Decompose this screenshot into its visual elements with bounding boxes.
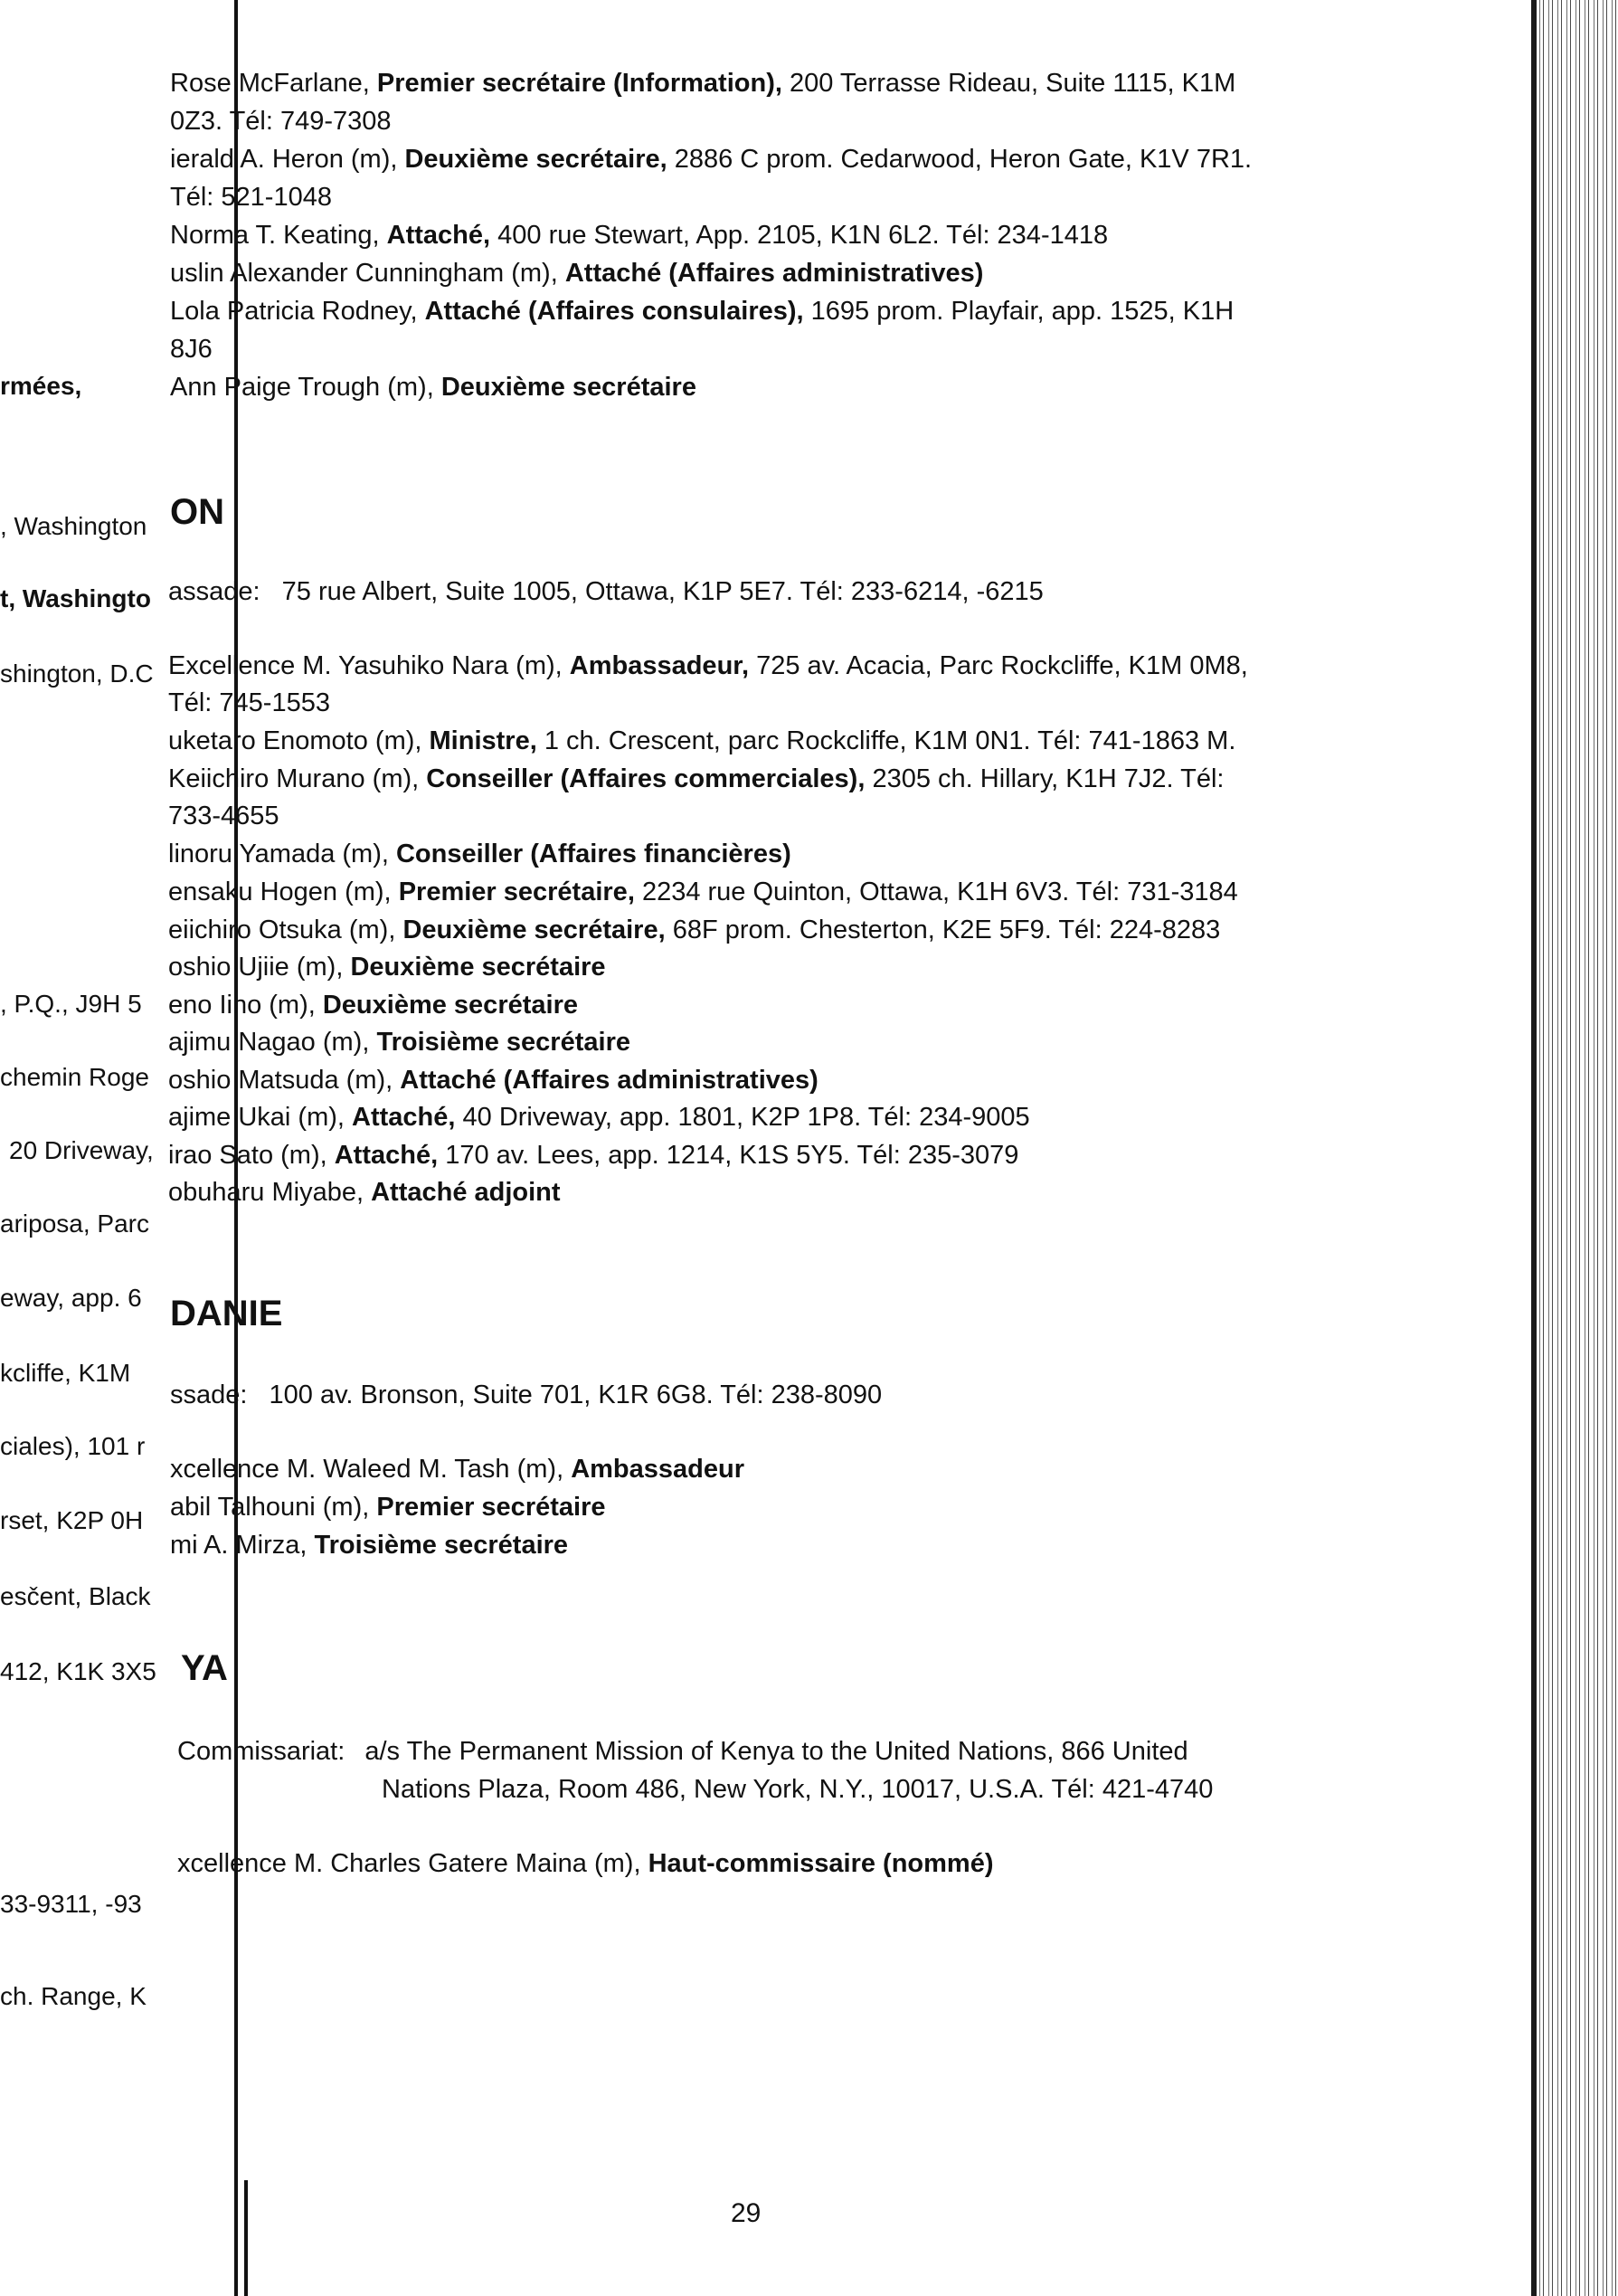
entry-line: uketaro Enomoto (m), Ministre, 1 ch. Crescent, parc Rockcliffe, K1M 0N1. Tél: 741-1863 M.: [168, 726, 1236, 755]
left-fragment: eway, app. 6: [0, 1284, 142, 1312]
entry-line: Keiichiro Murano (m), Conseiller (Affaires commerciales), 2305 ch. Hillary, K1H 7J2. Tél:: [168, 764, 1225, 793]
entry-line: xcellence M. Charles Gatere Maina (m), Haut-commissaire (nommé): [177, 1849, 994, 1878]
left-fragment: ch. Range, K: [0, 1982, 147, 2010]
entry-line: ierald A. Heron (m), Deuxième secrétaire, 2886 C prom. Cedarwood, Heron Gate, K1V 7R1.: [170, 145, 1253, 174]
book-binding-edge: [1531, 0, 1618, 2296]
entry-line: Tél: 521-1048: [170, 183, 332, 212]
page-number: 29: [731, 2198, 762, 2228]
page-edge-shadow: [1531, 0, 1537, 2296]
entry-line: Norma T. Keating, Attaché, 400 rue Stewart, App. 2105, K1N 6L2. Tél: 234-1418: [170, 221, 1109, 250]
left-fragment: rmées,: [0, 372, 82, 400]
entry-line: Rose McFarlane, Premier secrétaire (Information), 200 Terrasse Rideau, Suite 1115, K1M: [170, 69, 1236, 98]
entry-line: uslin Alexander Cunningham (m), Attaché (Affaires administratives): [170, 259, 984, 288]
entry-line: Lola Patricia Rodney, Attaché (Affaires consulaires), 1695 prom. Playfair, app. 1525, K1H: [170, 297, 1235, 326]
left-fragment: 412, K1K 3X5: [0, 1657, 156, 1685]
commissariat-line: Commissariat: a/s The Permanent Mission of Kenya to the United Nations, 866 United: [177, 1737, 1188, 1766]
section-heading: YA: [181, 1648, 228, 1688]
left-fragment: esčent, Black: [0, 1582, 151, 1610]
left-fragment: chemin Roge: [0, 1063, 149, 1091]
entry-line: 0Z3. Tél: 749-7308: [170, 107, 392, 136]
entry-line: oshio Matsuda (m), Attaché (Affaires administratives): [168, 1066, 818, 1095]
section-heading: ON: [170, 492, 224, 532]
left-fragment: , Washington: [0, 512, 147, 540]
left-fragment: ariposa, Parc: [0, 1210, 149, 1238]
entry-line: eno Iino (m), Deuxième secrétaire: [168, 991, 578, 1020]
entry-line: 733-4655: [168, 802, 279, 830]
entry-line: 8J6: [170, 335, 213, 364]
entry-line: Tél: 745-1553: [168, 688, 330, 717]
entry-line: xcellence M. Waleed M. Tash (m), Ambassadeur: [170, 1455, 745, 1484]
left-fragment: kcliffe, K1M: [0, 1359, 131, 1387]
page-fold-line-lower: [244, 2180, 248, 2296]
entry-line: ajime Ukai (m), Attaché, 40 Driveway, app. 1801, K2P 1P8. Tél: 234-9005: [168, 1103, 1030, 1132]
left-fragment: rset, K2P 0H: [0, 1506, 144, 1534]
left-fragment: shington, D.C: [0, 659, 154, 688]
entry-line: Excellence M. Yasuhiko Nara (m), Ambassadeur, 725 av. Acacia, Parc Rockcliffe, K1M 0M8,: [168, 651, 1248, 680]
embassy-address-line: assade: 75 rue Albert, Suite 1005, Ottawa, K1P 5E7. Tél: 233-6214, -6215: [168, 577, 1044, 606]
entry-line: mi A. Mirza, Troisième secrétaire: [170, 1531, 569, 1560]
section-heading: DANIE: [170, 1294, 283, 1333]
left-fragment: , P.Q., J9H 5: [0, 990, 142, 1018]
entry-line: linoru Yamada (m), Conseiller (Affaires financières): [168, 840, 791, 868]
left-fragment: 33-9311, -93: [0, 1890, 142, 1918]
entry-line: obuharu Miyabe, Attaché adjoint: [168, 1178, 561, 1207]
entry-line: irao Sato (m), Attaché, 170 av. Lees, app. 1214, K1S 5Y5. Tél: 235-3079: [168, 1141, 1019, 1170]
entry-line: ensaku Hogen (m), Premier secrétaire, 2234 rue Quinton, Ottawa, K1H 6V3. Tél: 731-3184: [168, 878, 1238, 906]
embassy-address-line: ssade: 100 av. Bronson, Suite 701, K1R 6G8. Tél: 238-8090: [170, 1380, 883, 1409]
entry-line: abil Talhouni (m), Premier secrétaire: [170, 1493, 606, 1522]
left-fragment: 20 Driveway,: [9, 1136, 154, 1164]
entry-line: eiichiro Otsuka (m), Deuxième secrétaire, 68F prom. Chesterton, K2E 5F9. Tél: 224-8283: [168, 916, 1221, 944]
entry-line: ajimu Nagao (m), Troisième secrétaire: [168, 1028, 630, 1057]
left-fragment: t, Washingto: [0, 584, 151, 612]
entry-line: Ann Paige Trough (m), Deuxième secrétaire: [170, 373, 696, 402]
left-fragment: ciales), 101 r: [0, 1432, 146, 1460]
entry-line: oshio Ujiie (m), Deuxième secrétaire: [168, 953, 606, 982]
commissariat-line: Nations Plaza, Room 486, New York, N.Y., 10017, U.S.A. Tél: 421-4740: [382, 1775, 1214, 1804]
